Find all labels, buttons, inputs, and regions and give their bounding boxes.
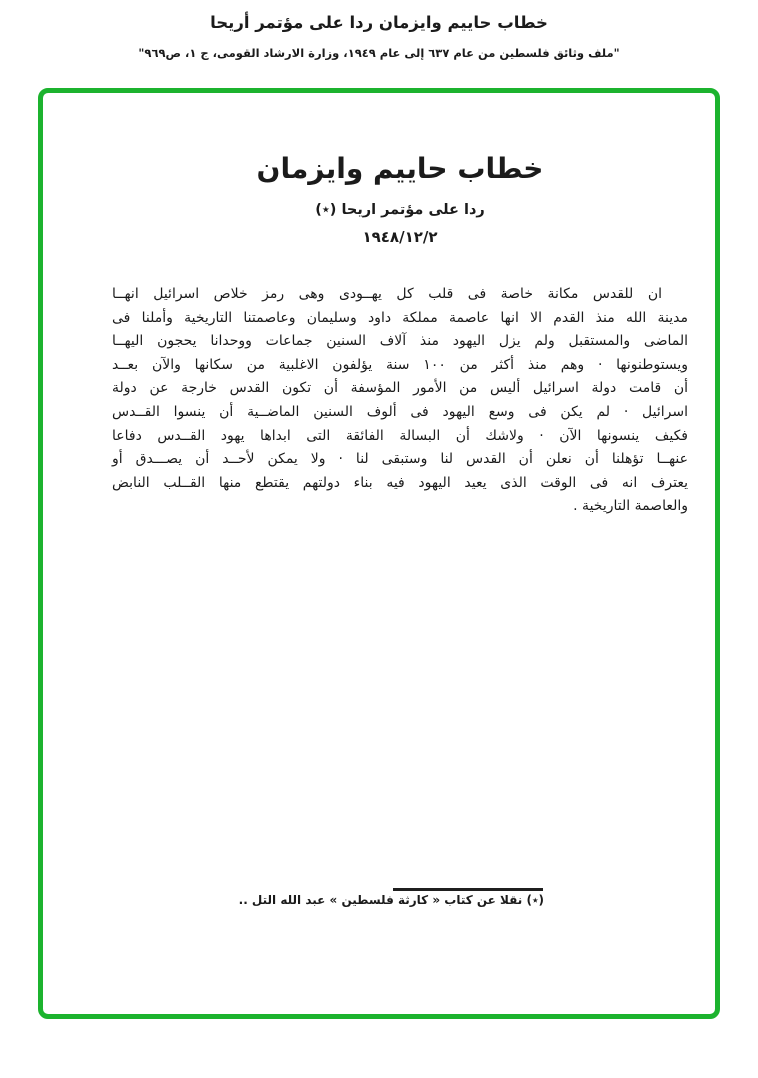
document-body-line: يعترف انه فى الوقت الذى يعيد اليهود فيه بناء دولتهم يقتطع منها القــلب النابض: [112, 474, 688, 491]
document-body-line: الماضى والمستقبل ولم يزل اليهود منذ آلاف السنين جماعات ووحدانا يحجون اليهــا: [112, 333, 688, 350]
header-source: "ملف وثائق فلسطين من عام ٦٣٧ إلى عام ١٩٤٩، وزارة الارشاد القومى، ج ١، ص٩٦٩": [138, 46, 620, 60]
footnote-separator: [393, 888, 543, 891]
header-title: خطاب حاييم وايزمان ردا على مؤتمر أريحا: [210, 13, 548, 32]
footnote: (٭) نقلا عن كتاب « كارثة فلسطين » عبد الله التل ..: [238, 893, 544, 907]
document-body: [112, 283, 688, 519]
document-body-line: ان للقدس مكانة خاصة فى قلب كل يهــودى وهى رمز خلاص اسرائيل انهــا: [112, 286, 662, 302]
document-date: ١٩٤٨/١٢/٢: [362, 228, 438, 246]
document-body-line: أن قامت دولة اسرائيل أليس من الأمور المؤسفة أن تكون القدس خارجة عن دولة: [112, 380, 688, 397]
document-body-line: ويستوطنونها · وهم منذ أكثر من ١٠٠ سنة يؤلفون الاغلبية من سكانها والآن بعــد: [112, 356, 688, 373]
document-body-line: والعاصمة التاريخية .: [573, 498, 688, 515]
document-body-line: اسرائيل · لم يكن فى وسع اليهود فى ألوف السنين الماضــية أن ينسوا القــدس: [112, 403, 688, 420]
document-title: خطاب حاييم وايزمان: [256, 152, 544, 185]
document-body-line: عنهــا تؤهلنا أن نعلن أن القدس لنا وستبقى لنا · ولا يمكن لأحــد أن يصـــدق أو: [112, 451, 688, 468]
document-subtitle: ردا على مؤتمر اريحا (٭): [315, 202, 485, 218]
document-body-line: فكيف ينسونها الآن · ولاشك أن البسالة الفائقة التى ابداها يهود القــدس دفاعا: [112, 427, 688, 444]
document-body-line: مدينة الله منذ القدم الا انها عاصمة مملكة داود وسليمان وعاصمتنا التاريخية وأملنا فى: [112, 309, 688, 326]
